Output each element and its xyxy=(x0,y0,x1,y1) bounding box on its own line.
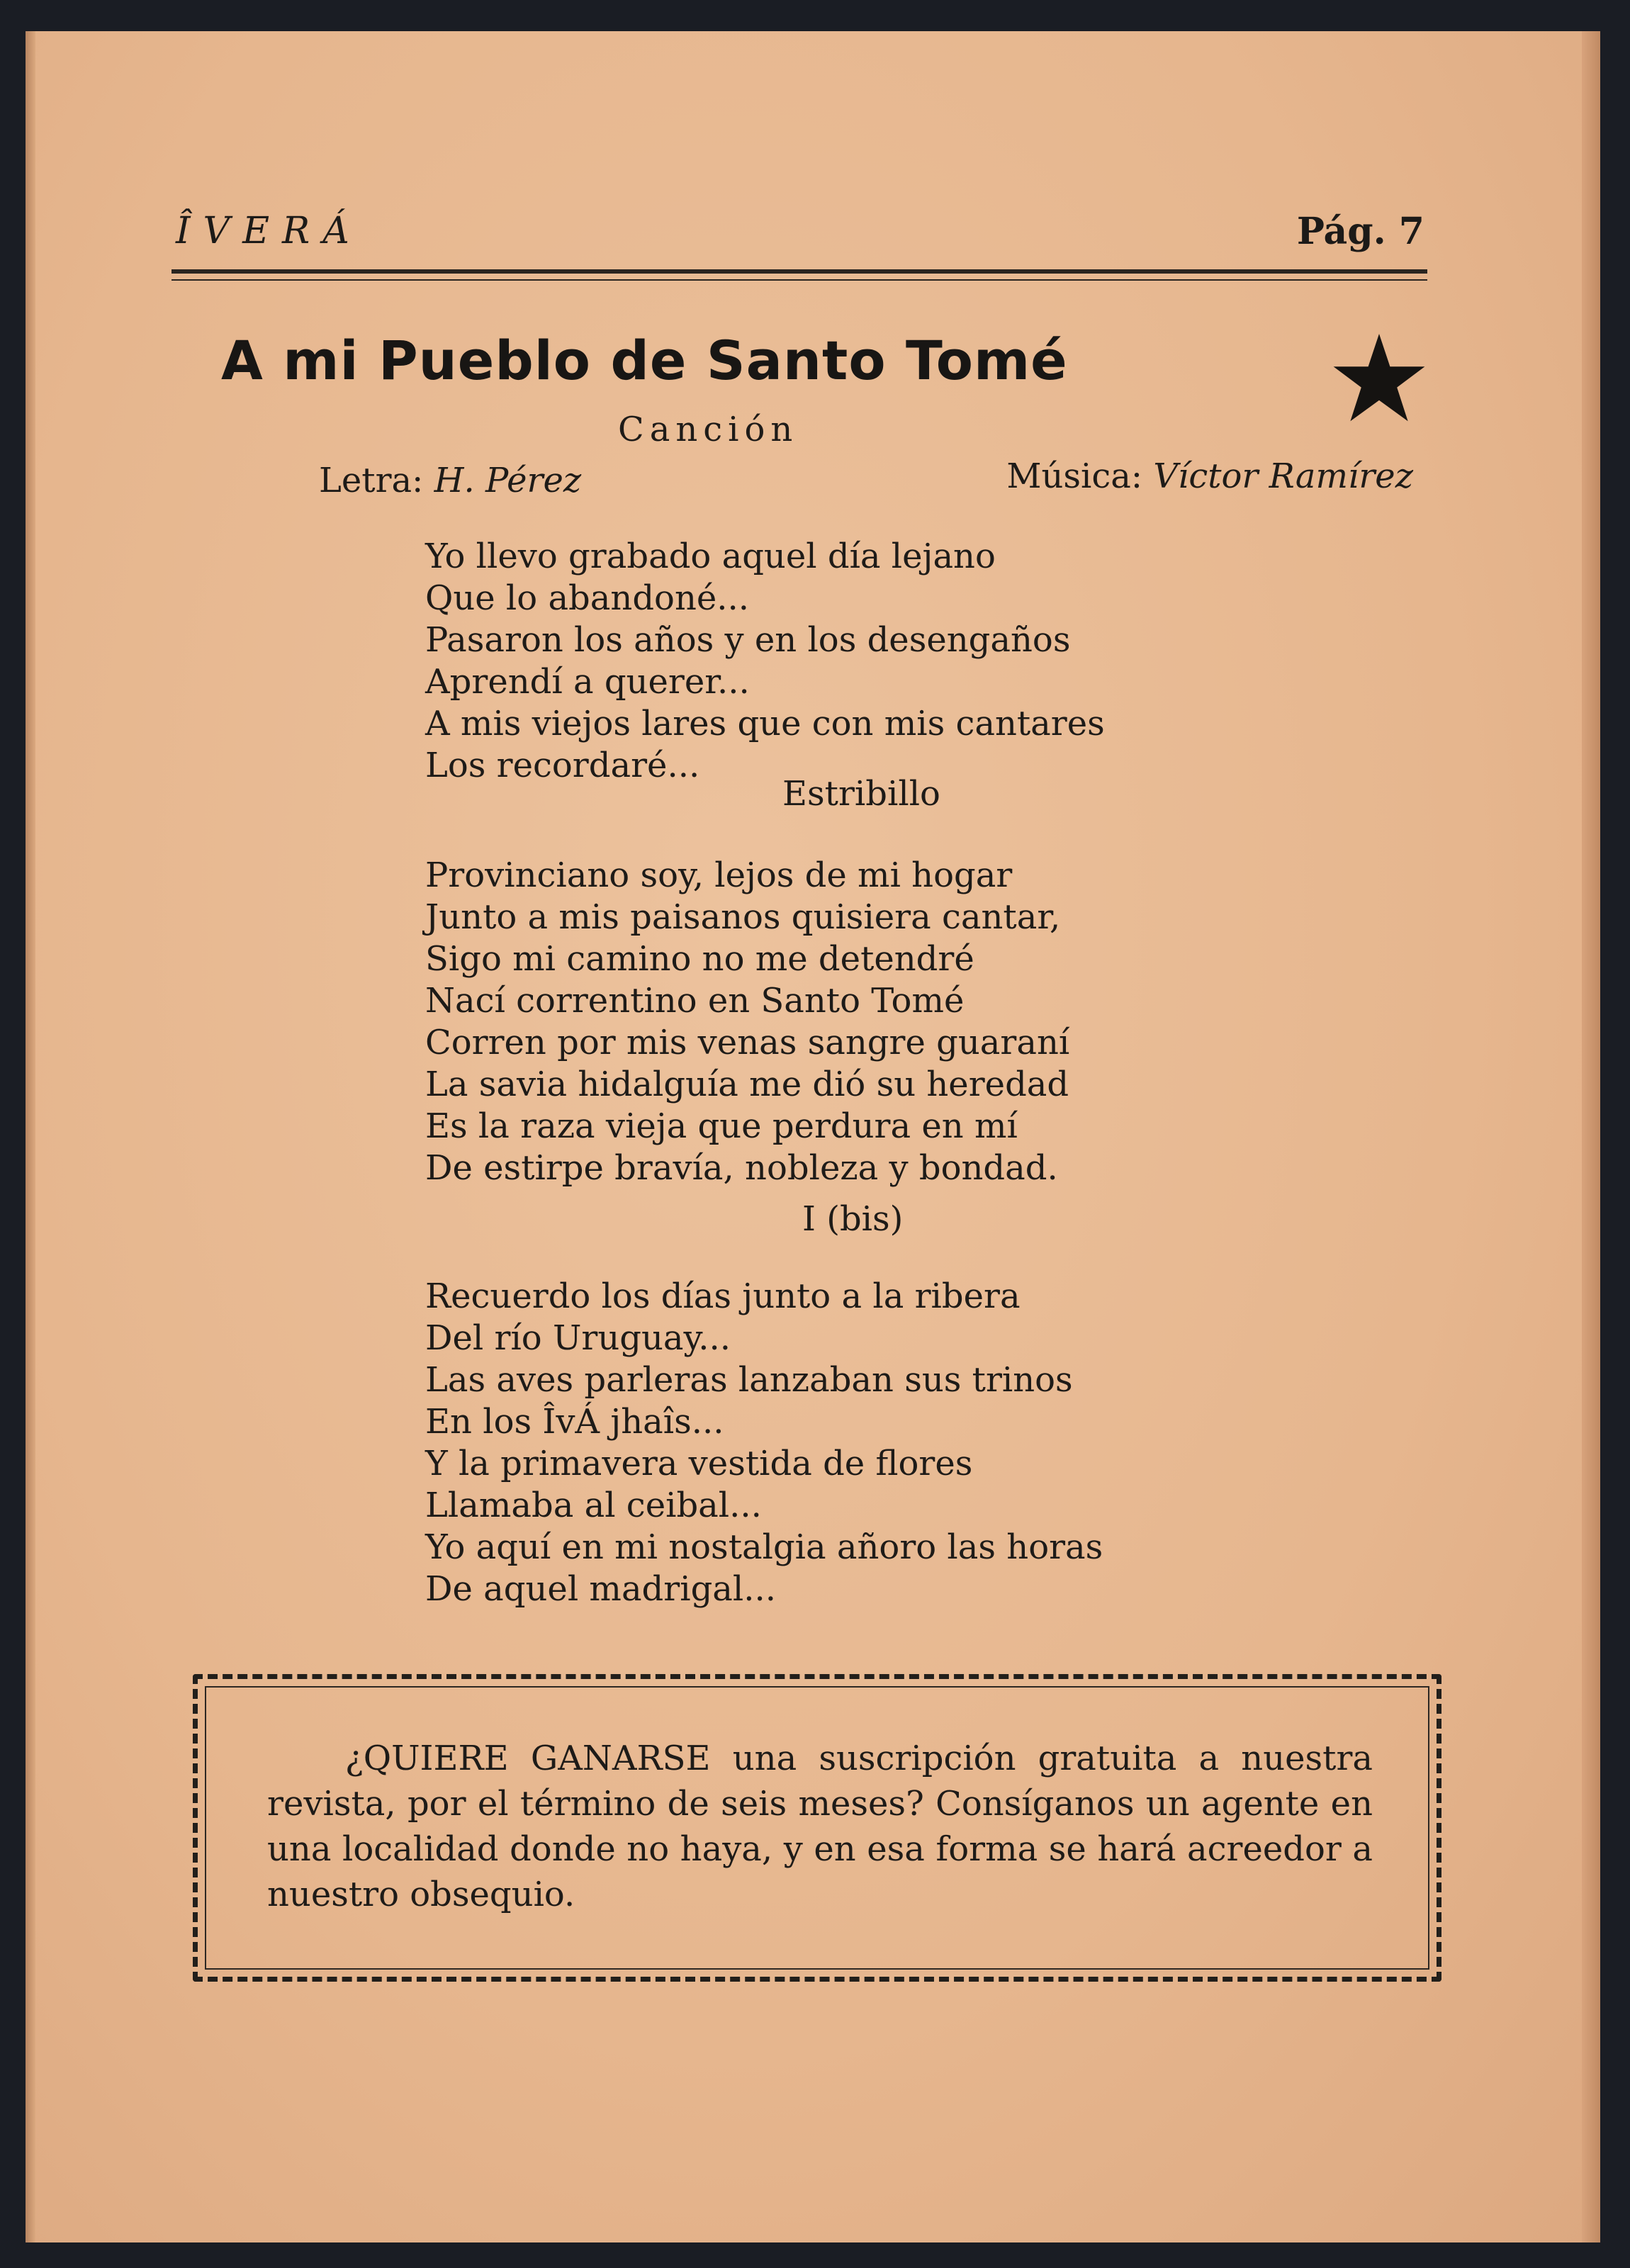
lyrics-credit xyxy=(319,461,581,500)
verse-line: Que lo abandoné... xyxy=(425,578,750,618)
music-author: Víctor Ramírez xyxy=(1153,456,1413,496)
song-subtitle: Canción xyxy=(618,410,799,449)
verse-line: Provinciano soy, lejos de mi hogar xyxy=(425,855,1013,895)
verse-line: Yo aquí en mi nostalgia añoro las horas xyxy=(425,1527,1103,1567)
magazine-page xyxy=(26,31,1600,2242)
verse-line: Llamaba al ceibal... xyxy=(425,1486,762,1525)
page-number: Pág. 7 xyxy=(1296,210,1424,253)
verse-line: Recuerdo los días junto a la ribera xyxy=(425,1276,1021,1316)
verse-line: Pasaron los años y en los desengaños xyxy=(425,620,1071,660)
verse-line: A mis viejos lares que con mis cantares xyxy=(425,704,1105,743)
verse-2-label: I (bis) xyxy=(802,1199,904,1239)
verse-line: De aquel madrigal... xyxy=(425,1569,777,1609)
song-title: A mi Pueblo de Santo Tomé xyxy=(221,329,1068,392)
page-edge xyxy=(1582,31,1600,2242)
notice-body: una suscripción gratuita a nuestra revista, por el término de seis meses? Consíganos un agente en una localidad donde no haya, y en esa forma se hará acreedor a nuestro obsequio. xyxy=(267,1739,1373,1914)
verse-line: En los ÎvÁ jhaîs... xyxy=(425,1402,724,1442)
subscription-notice-text xyxy=(267,1736,1373,1917)
lyrics-author: H. Pérez xyxy=(434,461,582,500)
verse-line: Es la raza vieja que perdura en mí xyxy=(425,1106,1018,1146)
chorus xyxy=(425,855,1069,1189)
verse-line: Corren por mis venas sangre guaraní xyxy=(425,1023,1070,1062)
verse-line: Junto a mis paisanos quisiera cantar, xyxy=(425,897,1061,937)
verse-line: Del río Uruguay... xyxy=(425,1318,731,1358)
verse-line: Aprendí a querer... xyxy=(425,662,750,702)
verse-line: Las aves parleras lanzaban sus trinos xyxy=(425,1360,1073,1400)
verse-1 xyxy=(425,536,1105,787)
page-gutter xyxy=(26,31,35,2242)
verse-line: Sigo mi camino no me detendré xyxy=(425,939,974,979)
verse-line: Los recordaré... xyxy=(425,746,700,785)
header-rule xyxy=(172,269,1427,274)
notice-lead: ¿QUIERE GANARSE xyxy=(345,1739,711,1778)
subscription-notice-box xyxy=(193,1674,1441,1982)
magazine-name: ÎVERÁ xyxy=(176,210,362,252)
verse-line: De estirpe bravía, nobleza y bondad. xyxy=(425,1148,1058,1188)
star-icon xyxy=(1330,329,1429,428)
verse-line: La savia hidalguía me dió su heredad xyxy=(425,1065,1069,1104)
verse-2 xyxy=(425,1276,1103,1610)
header-rule-thin xyxy=(172,279,1427,281)
verse-line: Y la primavera vestida de flores xyxy=(425,1444,973,1483)
music-credit xyxy=(1006,456,1413,496)
lyrics-label: Letra: xyxy=(319,461,424,500)
verse-line: Yo llevo grabado aquel día lejano xyxy=(425,537,996,576)
music-label: Música: xyxy=(1006,456,1143,496)
chorus-label: Estribillo xyxy=(782,774,940,814)
verse-line: Nací correntino en Santo Tomé xyxy=(425,981,965,1021)
